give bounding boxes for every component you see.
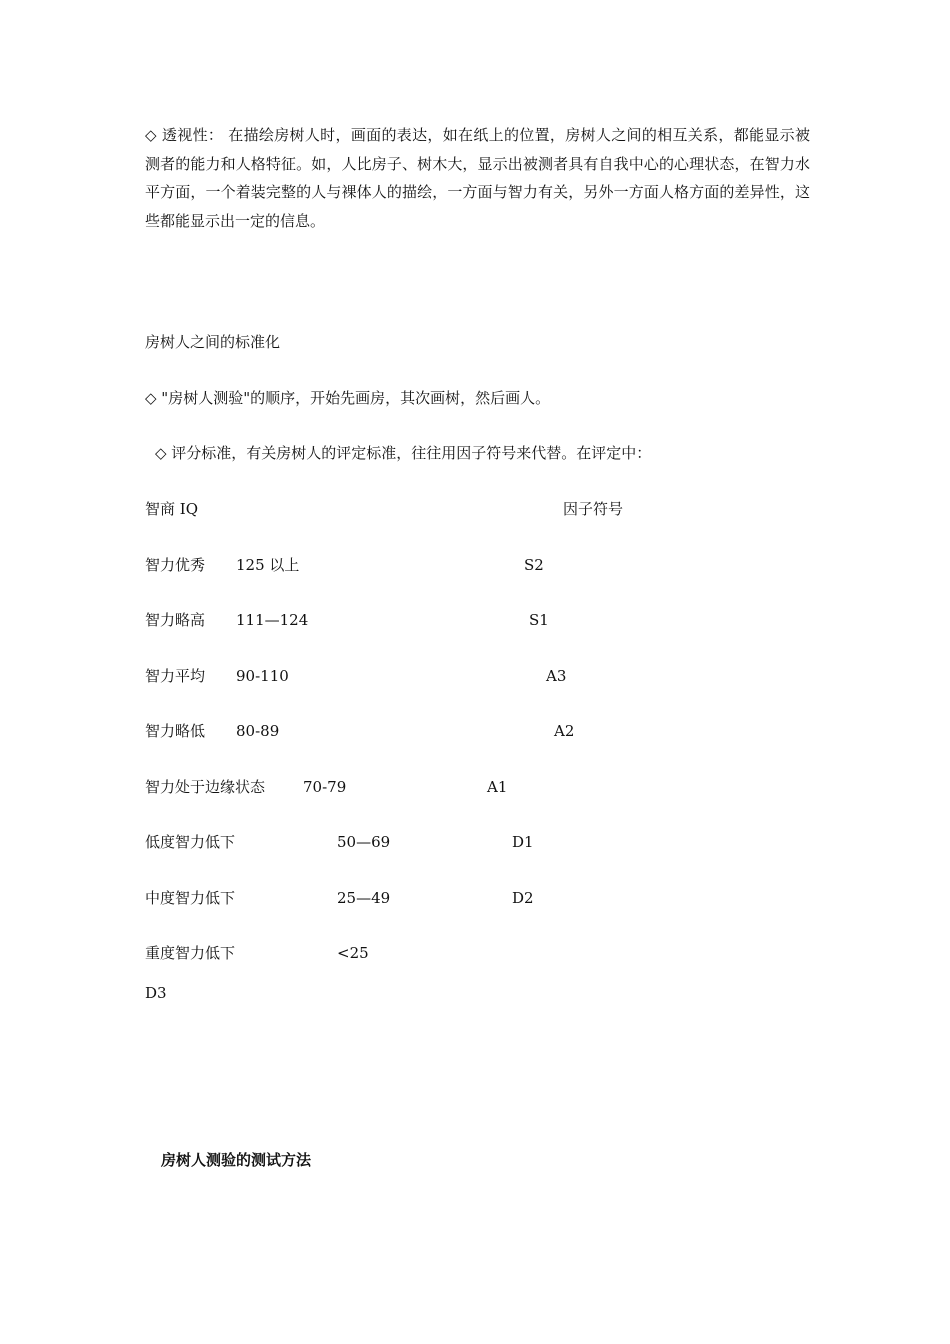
row-label: 智力略高 [145,611,206,629]
criteria-paragraph: ◇ 评分标准，有关房树人的评定标准，往往用因子符号来代替。在评定中： [155,444,652,462]
row-symbol: D3 [145,984,167,1002]
standardization-heading: 房树人之间的标准化 [145,333,281,351]
row-iq: 111—124 [236,611,309,629]
row-symbol: S1 [529,611,549,629]
row-label: 智力处于边缘状态 [145,778,266,796]
row-symbol: S2 [524,556,544,574]
row-iq: <25 [337,944,369,962]
row-symbol: D2 [512,889,534,907]
row-label: 智力平均 [145,667,206,685]
row-iq: 80-89 [236,722,280,740]
row-label: 智力略低 [145,722,206,740]
row-iq: 25—49 [337,889,391,907]
order-paragraph: ◇ "房树人测验"的顺序，开始先画房，其次画树，然后画人。 [145,389,551,407]
iq-header: 智商 IQ [145,500,198,518]
row-label: 低度智力低下 [145,833,236,851]
row-iq: 70-79 [303,778,347,796]
row-symbol: A2 [554,722,575,740]
row-symbol: A1 [487,778,508,796]
row-label: 重度智力低下 [145,944,236,962]
section-title: 房树人测验的测试方法 [161,1151,312,1169]
row-iq: 125 以上 [236,556,300,574]
row-symbol: A3 [546,667,567,685]
row-label: 智力优秀 [145,556,206,574]
row-symbol: D1 [512,833,534,851]
row-iq: 50—69 [337,833,391,851]
factor-symbol-header: 因子符号 [563,500,624,518]
row-iq: 90-110 [236,667,289,685]
perspective-paragraph: ◇ 透视性： 在描绘房树人时，画面的表达，如在纸上的位置，房树人之间的相互关系，都能显示被测者的能力和人格特征。如，人比房子、树木大，显示出被测者具有自我中心的心理状态，在智力水平方面，一个着装完整的人与裸体人的描绘，一方面与智力有关，另外一方面人格方面的差异性，这些都能显示出一定的信息。 [145,126,810,230]
row-label: 中度智力低下 [145,889,236,907]
